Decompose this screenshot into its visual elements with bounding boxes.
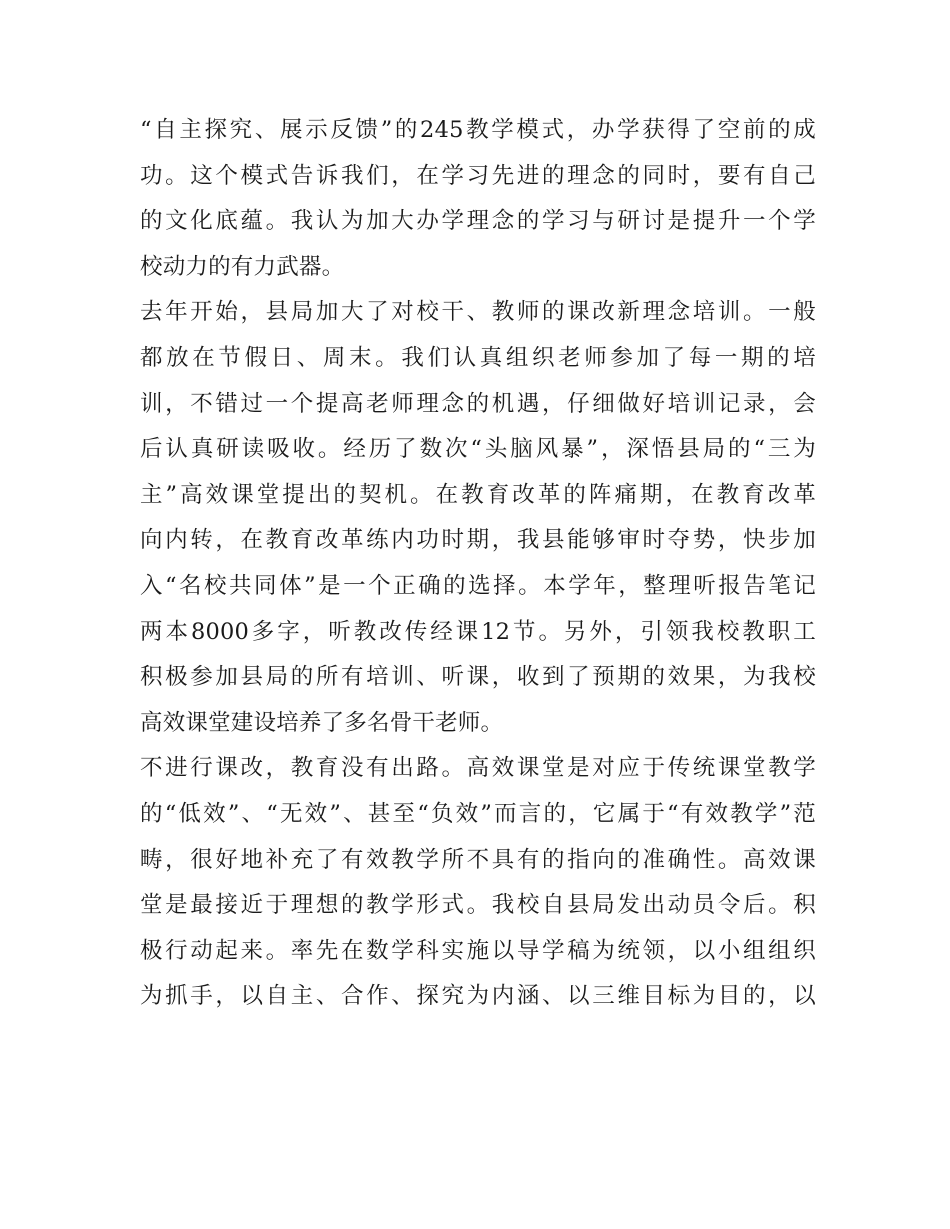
text-line: 高效课堂建设培养了多名骨干老师。 xyxy=(140,709,504,736)
text-line: 两本8000多字，听教改传经课12节。另外，引领我校教职工 xyxy=(140,618,816,645)
text-line: 向内转，在教育改革练内功时期，我县能够审时夺势，快步加 xyxy=(140,527,816,554)
text-line: 堂是最接近于理想的教学形式。我校自县局发出动员令后。积 xyxy=(140,892,816,919)
text-line: 后认真研读吸收。经历了数次“头脑风暴”，深悟县局的“三为 xyxy=(140,436,816,463)
text-line: 的“低效”、“无效”、甚至“负效”而言的，它属于“有效教学”范 xyxy=(140,800,816,827)
paragraph-2 xyxy=(140,290,816,746)
text-line: 畴，很好地补充了有效教学所不具有的指向的准确性。高效课 xyxy=(140,846,816,873)
text-line: 为抓手，以自主、合作、探究为内涵、以三维目标为目的，以 xyxy=(140,983,816,1010)
text-line: 功。这个模式告诉我们，在学习先进的理念的同时，要有自己 xyxy=(140,162,816,189)
text-line: 积极参加县局的所有培训、听课，收到了预期的效果，为我校 xyxy=(140,664,816,691)
text-line: 不进行课改，教育没有出路。高效课堂是对应于传统课堂教学 xyxy=(140,755,816,782)
text-line: 校动力的有力武器。 xyxy=(140,253,345,280)
text-line: “自主探究、展示反馈”的245教学模式，办学获得了空前的成 xyxy=(140,117,816,143)
text-line: 都放在节假日、周末。我们认真组织老师参加了每一期的培 xyxy=(140,344,816,371)
text-line: 去年开始，县局加大了对校干、教师的课改新理念培训。一般 xyxy=(140,299,816,326)
text-line: 极行动起来。率先在数学科实施以导学稿为统领，以小组组织 xyxy=(140,937,816,964)
document-body xyxy=(140,108,816,1020)
text-line: 入“名校共同体”是一个正确的选择。本学年，整理听报告笔记 xyxy=(140,572,816,599)
text-line: 训，不错过一个提高老师理念的机遇，仔细做好培训记录，会 xyxy=(140,390,816,417)
paragraph-3 xyxy=(140,746,816,1020)
text-line: 的文化底蕴。我认为加大办学理念的学习与研讨是提升一个学 xyxy=(140,208,816,235)
paragraph-1 xyxy=(140,108,816,290)
text-line: 主”高效课堂提出的契机。在教育改革的阵痛期，在教育改革 xyxy=(140,481,816,508)
